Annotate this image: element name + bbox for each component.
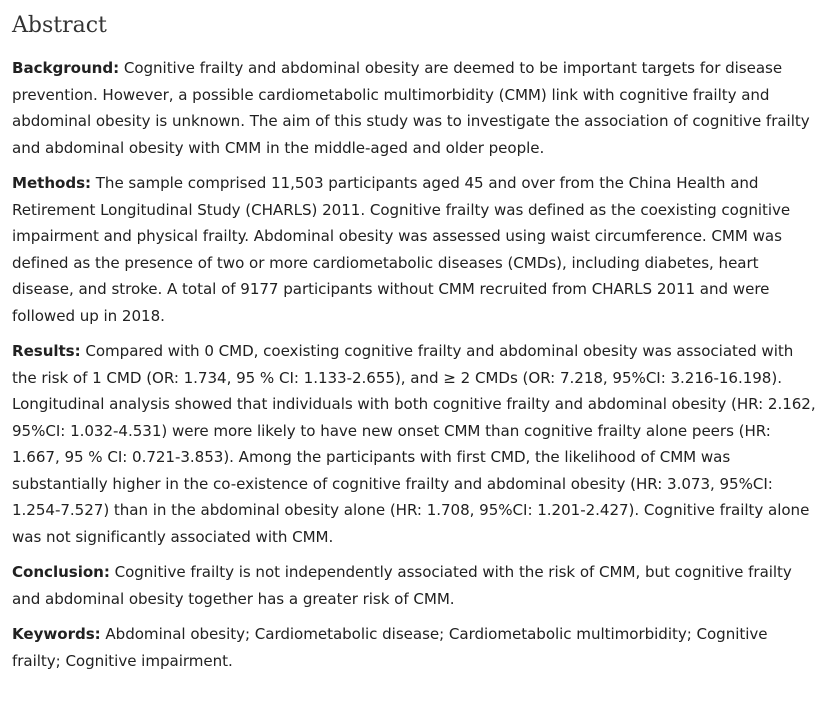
abstract-title: Abstract [12,13,107,38]
keywords-text: Abdominal obesity; Cardiometabolic disease; Cardiometabolic multimorbidity; Cognitive frailty; Cognitive impairment. [12,625,768,670]
results-label: Results: [12,342,81,360]
background-text: Cognitive frailty and abdominal obesity are deemed to be important targets for disease prevention. However, a possible cardiometabolic multimorbidity (CMM) link with cognitive frailty and abdominal obesity is unknown. The aim of this study was to investigate the association of cognitive frailty and abdominal obesity with CMM in the middle-aged and older people. [12,59,810,157]
conclusion-paragraph [12,559,818,612]
methods-paragraph [12,170,818,329]
methods-label: Methods: [12,174,92,192]
background-paragraph [12,55,818,161]
abstract-section [12,10,818,683]
methods-text: The sample comprised 11,503 participants aged 45 and over from the China Health and Retirement Longitudinal Study (CHARLS) 2011. Cognitive frailty was defined as the coexisting cognitive impairment and physical frailty. Abdominal obesity was assessed using waist circumference. CMM was defined as the presence of two or more cardiometabolic diseases (CMDs), including diabetes, heart disease, and stroke. A total of 9177 participants without CMM recruited from CHARLS 2011 and were followed up in 2018. [12,174,791,325]
background-label: Background: [12,59,120,77]
results-text: Compared with 0 CMD, coexisting cognitive frailty and abdominal obesity was associated with the risk of 1 CMD (OR: 1.734, 95 % CI: 1.133-2.655), and ≥ 2 CMDs (OR: 7.218, 95%CI: 3.216-16.198). Longitudinal analysis showed that individuals with both cognitive frailty and abdominal obesity (HR: 2.162, 95%CI: 1.032-4.531) were more likely to have new onset CMM than cognitive frailty alone peers (HR: 1.667, 95 % CI: 0.721-3.853). Among the participants with first CMD, the likelihood of CMM was substantially higher in the co-existence of cognitive frailty and abdominal obesity (HR: 3.073, 95%CI: 1.254-7.527) than in the abdominal obesity alone (HR: 1.708, 95%CI: 1.201-2.427). Cognitive frailty alone was not significantly associated with CMM. [12,342,816,546]
conclusion-text: Cognitive frailty is not independently associated with the risk of CMM, but cognitive frailty and abdominal obesity together has a greater risk of CMM. [12,563,792,608]
conclusion-label: Conclusion: [12,563,110,581]
keywords-paragraph [12,621,818,674]
results-paragraph [12,338,818,550]
keywords-label: Keywords: [12,625,101,643]
